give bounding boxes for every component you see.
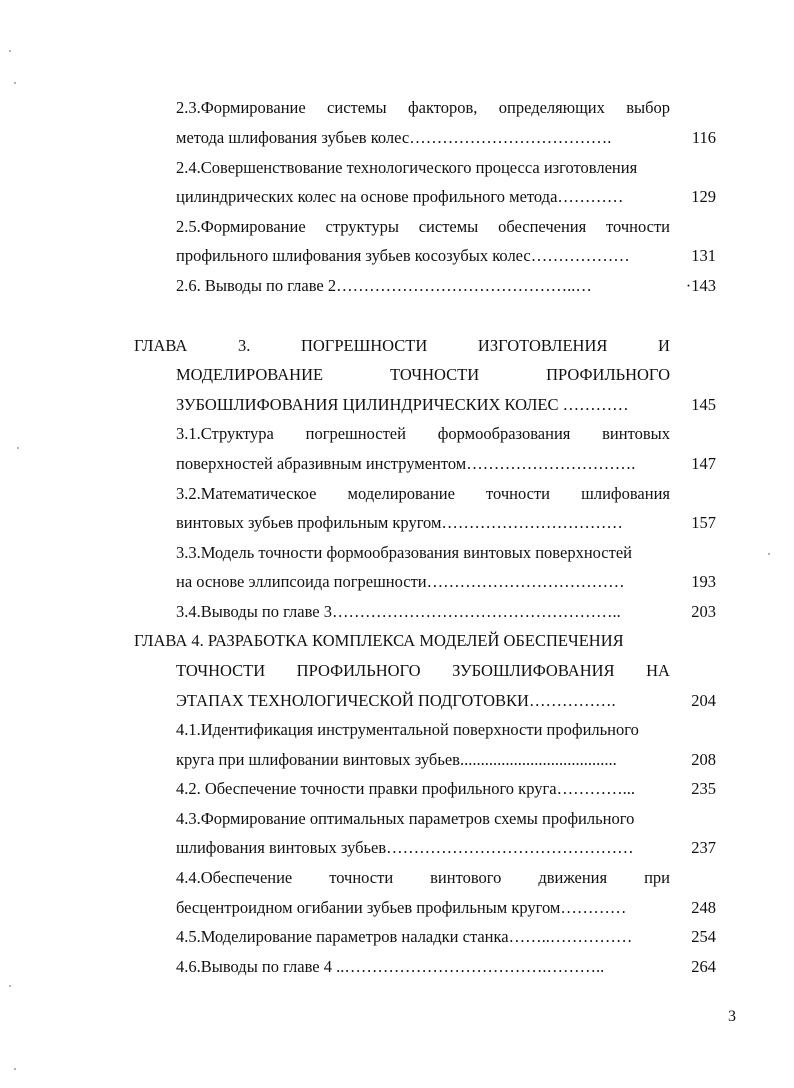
scan-speck <box>9 985 11 987</box>
word: И <box>658 336 670 355</box>
toc-entry-3-4-line-1: 3.4.Выводы по главе 3…………………………………………….. <box>176 602 621 621</box>
toc-chapter-3-line-2 <box>176 362 670 388</box>
toc-page-4-2: 235 <box>691 779 716 798</box>
word: 3. <box>237 336 251 355</box>
toc-entry-4-1-line-2: круга при шлифовании винтовых зубьев...................................... <box>176 750 617 769</box>
toc-page-4-6: 264 <box>691 957 716 976</box>
toc-page-4-3: 237 <box>691 838 716 857</box>
word: моделирование <box>347 484 455 503</box>
toc-entry-3-1-line-2: поверхностей абразивным инструментом…………………………. <box>176 454 636 473</box>
word: системы <box>327 98 387 117</box>
toc-entry-4-3-line-2: шлифования винтовых зубьев……………………………………… <box>176 838 634 857</box>
word: винтового <box>430 868 502 887</box>
toc-entry-2-5-line-2: профильного шлифования зубьев косозубых колес……………… <box>176 246 630 265</box>
word: шлифования <box>581 484 670 503</box>
word: обеспечения <box>498 217 587 236</box>
toc-page-2-4: 129 <box>691 187 716 206</box>
word: 3.2.Математическое <box>176 484 317 503</box>
toc-entry-4-5-line-1: 4.5.Моделирование параметров наладки станка……..…………… <box>176 927 633 946</box>
toc-page-4-5: 254 <box>691 927 716 946</box>
word: ЗУБОШЛИФОВАНИЯ <box>452 661 615 680</box>
word: системы <box>418 217 479 236</box>
word: ТОЧНОСТИ <box>176 661 266 680</box>
word: определяющих <box>498 98 605 117</box>
word: ПОГРЕШНОСТИ <box>300 336 428 355</box>
scan-speck <box>17 447 19 449</box>
toc-entry-2-5-line-1 <box>176 214 670 240</box>
word: погрешностей <box>305 424 406 443</box>
word: при <box>644 868 670 887</box>
toc-entry-4-4-line-1 <box>176 865 670 891</box>
toc-entry-4-4-line-2: бесцентроидном огибании зубьев профильным кругом………… <box>176 898 627 917</box>
toc-entry-4-2-line-1: 4.2. Обеспечение точности правки профильного круга…………... <box>176 779 635 798</box>
word: ГЛАВА <box>134 336 188 355</box>
toc-entry-2-3-line-1 <box>176 95 670 121</box>
toc-page-2-6: ·143 <box>685 276 716 295</box>
word: движения <box>538 868 608 887</box>
toc-entry-2-4-line-1: 2.4.Совершенствование технологического процесса изготовления <box>176 158 638 177</box>
word: ИЗГОТОВЛЕНИЯ <box>477 336 608 355</box>
toc-page-2-3: 116 <box>691 128 716 147</box>
word: ТОЧНОСТИ <box>390 365 480 384</box>
toc-chapter-3-line-3: ЗУБОШЛИФОВАНИЯ ЦИЛИНДРИЧЕСКИХ КОЛЕС ………… <box>176 395 629 414</box>
toc-entry-2-6-line-1: 2.6. Выводы по главе 2……………………………………..… <box>176 276 592 295</box>
toc-chapter-4-line-3: ЭТАПАХ ТЕХНОЛОГИЧЕСКОЙ ПОДГОТОВКИ……………. <box>176 691 616 710</box>
toc-page-3-2: 157 <box>691 513 716 532</box>
toc-chapter-3-line-1 <box>134 333 670 359</box>
toc-entry-2-4-line-2: цилиндрических колес на основе профильного метода………… <box>176 187 624 206</box>
word: формообразования <box>437 424 571 443</box>
toc-page-2-5: 131 <box>691 246 716 265</box>
toc-entry-3-3-line-1: 3.3.Модель точности формообразования винтовых поверхностей <box>176 543 632 562</box>
word: 4.4.Обеспечение <box>176 868 293 887</box>
word: 3.1.Структура <box>176 424 274 443</box>
word: структуры <box>325 217 399 236</box>
toc-entry-3-2-line-2: винтовых зубьев профильным кругом…………………………… <box>176 513 623 532</box>
toc-page-ch4: 204 <box>691 691 716 710</box>
toc-page-3-3: 193 <box>691 572 716 591</box>
toc-entry-4-6-line-1: 4.6.Выводы по главе 4 ..……………………………….……….. <box>176 957 605 976</box>
word: НА <box>646 661 670 680</box>
word: ПРОФИЛЬНОГО <box>546 365 670 384</box>
word: факторов, <box>407 98 478 117</box>
toc-chapter-4-line-2 <box>176 658 670 684</box>
toc-page-ch3: 145 <box>691 395 716 414</box>
word: 2.5.Формирование <box>176 217 306 236</box>
scan-speck <box>14 1068 16 1070</box>
word: ПРОФИЛЬНОГО <box>296 661 421 680</box>
toc-page-4-4: 248 <box>691 898 716 917</box>
scan-speck <box>14 82 16 84</box>
toc-page-3-4: 203 <box>691 602 716 621</box>
word: точности <box>486 484 551 503</box>
toc-entry-2-3-line-2: метода шлифования зубьев колес………………………………. <box>176 128 612 147</box>
toc-page-3-1: 147 <box>691 454 716 473</box>
word: 2.3.Формирование <box>176 98 306 117</box>
scan-speck <box>768 553 770 555</box>
word: выбор <box>626 98 670 117</box>
toc-entry-3-1-line-1 <box>176 421 670 447</box>
toc-entry-4-3-line-1: 4.3.Формирование оптимальных параметров схемы профильного <box>176 809 635 828</box>
page-number: 3 <box>728 1008 736 1025</box>
scan-speck <box>9 50 11 52</box>
toc-entry-3-2-line-1 <box>176 481 670 507</box>
toc-chapter-4-line-1: ГЛАВА 4. РАЗРАБОТКА КОМПЛЕКСА МОДЕЛЕЙ ОБЕСПЕЧЕНИЯ <box>134 631 624 650</box>
toc-page-4-1: 208 <box>691 750 716 769</box>
word: точности <box>606 217 670 236</box>
word: точности <box>329 868 394 887</box>
word: винтовых <box>602 424 670 443</box>
toc-entry-4-1-line-1: 4.1.Идентификация инструментальной поверхности профильного <box>176 720 639 739</box>
word: МОДЕЛИРОВАНИЕ <box>176 365 324 384</box>
toc-entry-3-3-line-2: на основе эллипсоида погрешности……………………………… <box>176 572 625 591</box>
